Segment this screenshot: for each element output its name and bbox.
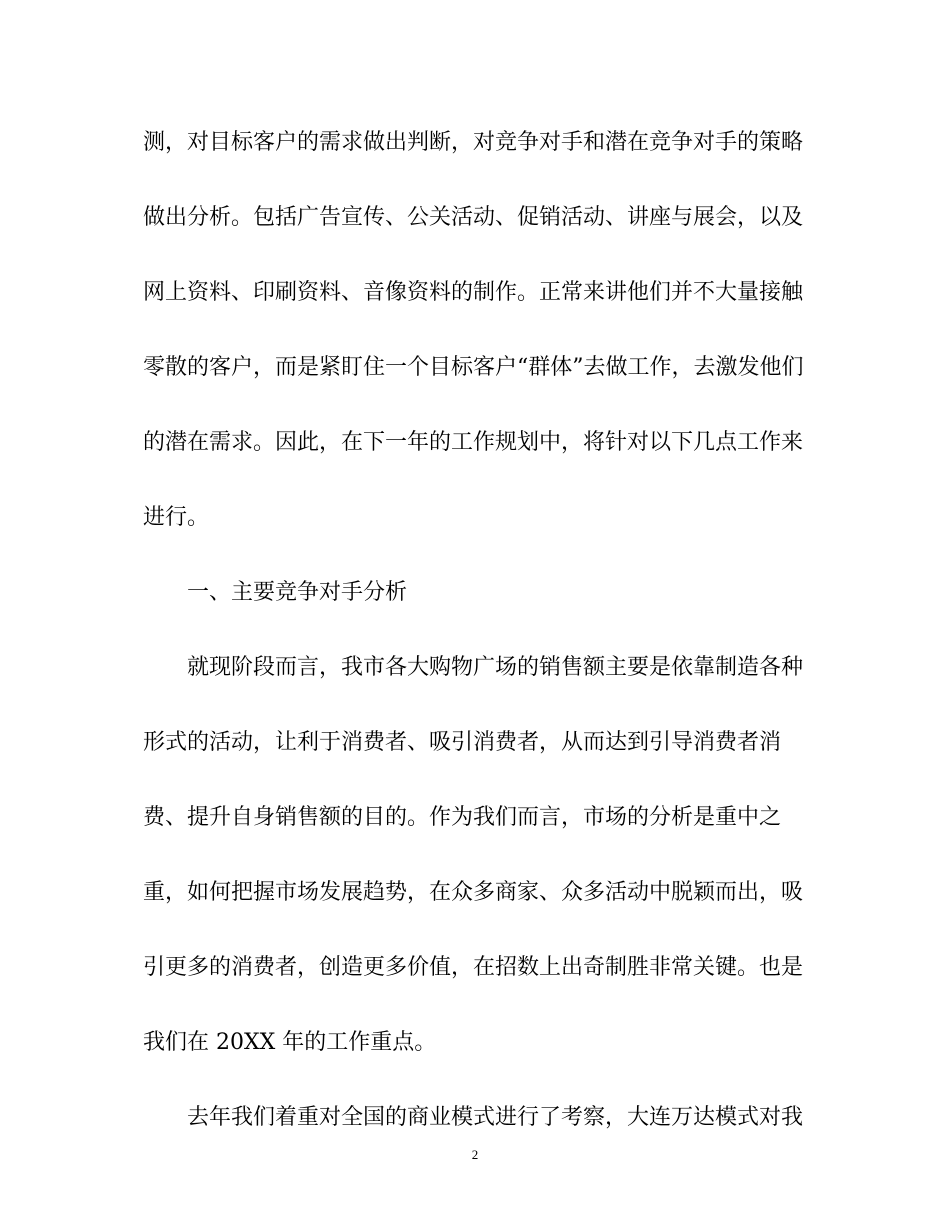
body-text-line: 形式的活动，让利于消费者、吸引消费者，从而达到引导消费者消 — [143, 730, 782, 755]
body-text-line: 引更多的消费者，创造更多价值，在招数上出奇制胜非常关键。也是 — [143, 955, 804, 980]
page-number: 2 — [471, 1147, 479, 1162]
paragraph-first-line: 就现阶段而言，我市各大购物广场的销售额主要是依靠制造各种 — [187, 655, 804, 680]
body-text-line: 测，对目标客户的需求做出判断，对竞争对手和潜在竞争对手的策略 — [143, 130, 804, 155]
paragraph-first-line: 去年我们着重对全国的商业模式进行了考察，大连万达模式对我 — [187, 1105, 804, 1130]
body-text-line: 做出分析。包括广告宣传、公关活动、促销活动、讲座与展会，以及 — [143, 205, 804, 230]
body-text-line: 零散的客户，而是紧盯住一个目标客户“群体”去做工作，去激发他们 — [143, 355, 804, 380]
body-text-line: 我们在 20XX 年的工作重点。 — [143, 1030, 437, 1055]
body-text-line: 进行。 — [143, 505, 210, 530]
section-heading: 一、主要竞争对手分析 — [187, 580, 408, 605]
body-text-line: 费、提升自身销售额的目的。作为我们而言，市场的分析是重中之 — [143, 805, 782, 830]
body-text-line: 重，如何把握市场发展趋势，在众多商家、众多活动中脱颖而出，吸 — [143, 880, 804, 905]
body-text-line: 网上资料、印刷资料、音像资料的制作。正常来讲他们并不大量接触 — [143, 280, 804, 305]
body-text-line: 的潜在需求。因此，在下一年的工作规划中，将针对以下几点工作来 — [143, 430, 804, 455]
